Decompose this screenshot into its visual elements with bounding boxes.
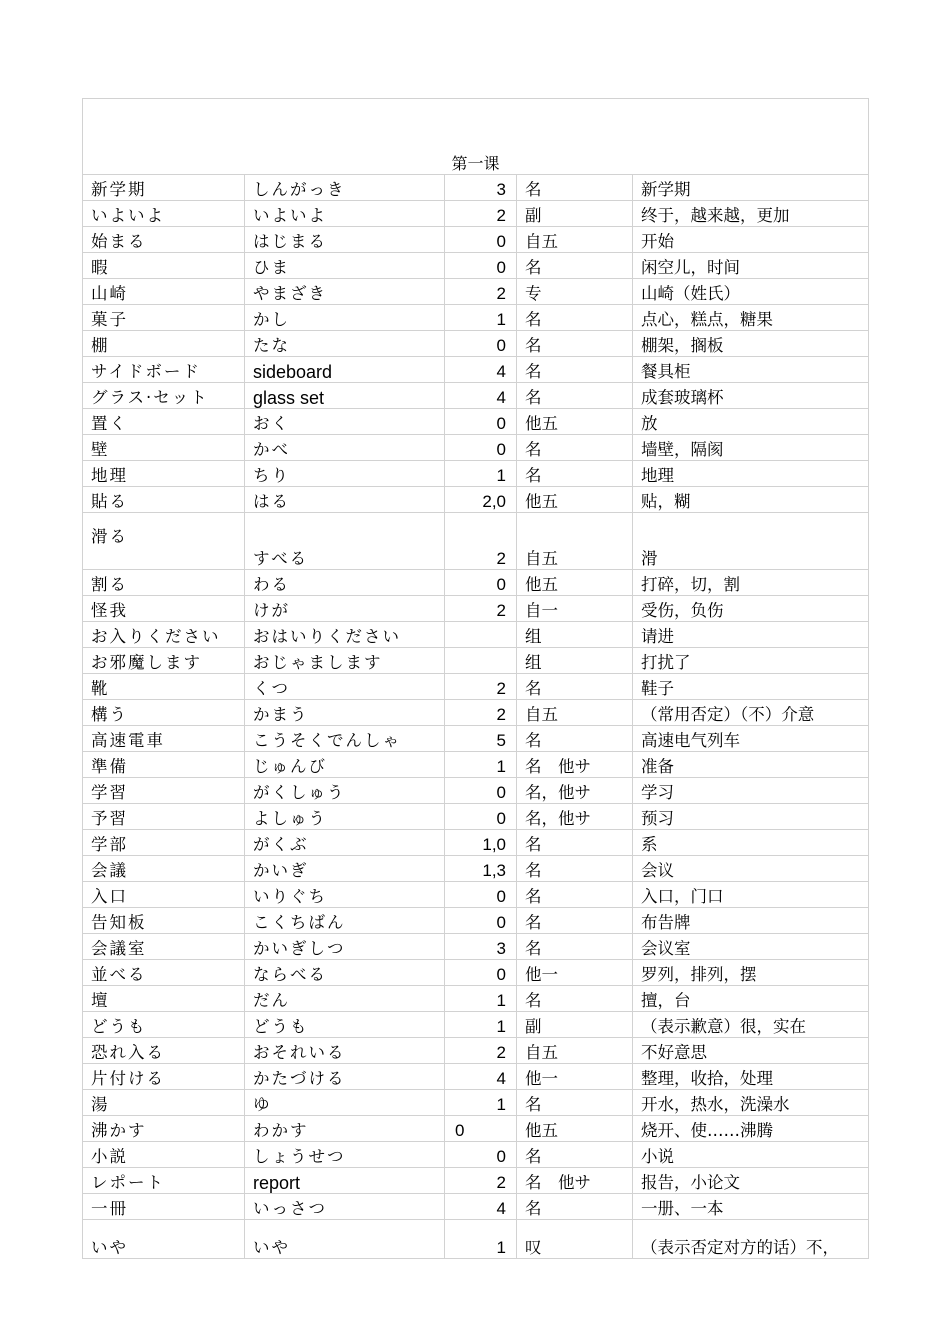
part-of-speech-cell: 名 他サ	[517, 1168, 633, 1194]
part-of-speech-cell: 叹	[517, 1220, 633, 1259]
accent-cell: 1,0	[445, 830, 517, 856]
reading-cell: ちり	[245, 461, 445, 487]
accent-cell: 1	[445, 1012, 517, 1038]
word-cell: 入口	[83, 882, 245, 908]
reading-cell: ゆ	[245, 1090, 445, 1116]
reading-cell: ならべる	[245, 960, 445, 986]
meaning-cell: 终于，越来越，更加	[633, 201, 869, 227]
part-of-speech-cell: 副	[517, 201, 633, 227]
part-of-speech-cell: 组	[517, 648, 633, 674]
reading-cell: はじまる	[245, 227, 445, 253]
meaning-cell: 罗列，排列，摆	[633, 960, 869, 986]
accent-cell: 3	[445, 175, 517, 201]
vocab-row	[83, 1012, 869, 1038]
meaning-cell: 山崎（姓氏）	[633, 279, 869, 305]
vocab-row	[83, 175, 869, 201]
word-cell: 学習	[83, 778, 245, 804]
reading-cell: いよいよ	[245, 201, 445, 227]
meaning-cell: 高速电气列车	[633, 726, 869, 752]
meaning-cell: 入口，门口	[633, 882, 869, 908]
part-of-speech-cell: 名	[517, 461, 633, 487]
word-cell: 告知板	[83, 908, 245, 934]
word-cell: 菓子	[83, 305, 245, 331]
reading-cell: わかす	[245, 1116, 445, 1142]
part-of-speech-cell: 他五	[517, 487, 633, 513]
reading-cell: やまざき	[245, 279, 445, 305]
accent-cell	[445, 648, 517, 674]
part-of-speech-cell: 名	[517, 253, 633, 279]
reading-cell: glass set	[245, 383, 445, 409]
meaning-cell: 放	[633, 409, 869, 435]
word-cell: 小説	[83, 1142, 245, 1168]
reading-cell: いや	[245, 1220, 445, 1259]
meaning-cell: 闲空儿，时间	[633, 253, 869, 279]
part-of-speech-cell: 名	[517, 830, 633, 856]
reading-cell: だん	[245, 986, 445, 1012]
meaning-cell: 开水，热水，洗澡水	[633, 1090, 869, 1116]
accent-cell: 1	[445, 1090, 517, 1116]
part-of-speech-cell: 名	[517, 908, 633, 934]
vocabulary-sheet	[82, 98, 868, 1259]
accent-cell: 1,3	[445, 856, 517, 882]
word-cell: 会議	[83, 856, 245, 882]
reading-cell: おじゃまします	[245, 648, 445, 674]
meaning-cell: 鞋子	[633, 674, 869, 700]
part-of-speech-cell: 名	[517, 383, 633, 409]
word-cell: 学部	[83, 830, 245, 856]
meaning-cell: 擅，台	[633, 986, 869, 1012]
reading-cell: がくしゅう	[245, 778, 445, 804]
word-cell: サイドボード	[83, 357, 245, 383]
meaning-cell: 贴，糊	[633, 487, 869, 513]
reading-cell: sideboard	[245, 357, 445, 383]
vocab-row	[83, 570, 869, 596]
reading-cell: こくちばん	[245, 908, 445, 934]
meaning-cell: 请进	[633, 622, 869, 648]
meaning-cell: 不好意思	[633, 1038, 869, 1064]
accent-cell: 2,0	[445, 487, 517, 513]
word-cell: 壁	[83, 435, 245, 461]
meaning-cell: 准备	[633, 752, 869, 778]
part-of-speech-cell: 名	[517, 882, 633, 908]
word-cell: 構う	[83, 700, 245, 726]
vocab-row	[83, 596, 869, 622]
part-of-speech-cell: 名	[517, 856, 633, 882]
vocab-row	[83, 409, 869, 435]
meaning-cell: 打碎，切，割	[633, 570, 869, 596]
reading-cell: すべる	[245, 513, 445, 570]
part-of-speech-cell: 名	[517, 357, 633, 383]
part-of-speech-cell: 副	[517, 1012, 633, 1038]
vocab-row	[83, 201, 869, 227]
word-cell: 新学期	[83, 175, 245, 201]
part-of-speech-cell: 他五	[517, 1116, 633, 1142]
vocab-row	[83, 908, 869, 934]
vocab-row	[83, 435, 869, 461]
part-of-speech-cell: 名	[517, 305, 633, 331]
word-cell: 暇	[83, 253, 245, 279]
part-of-speech-cell: 他一	[517, 1064, 633, 1090]
accent-cell: 0	[445, 570, 517, 596]
vocab-row	[83, 986, 869, 1012]
accent-cell: 2	[445, 513, 517, 570]
word-cell: 置く	[83, 409, 245, 435]
word-cell: グラス·セット	[83, 383, 245, 409]
meaning-cell: 会议	[633, 856, 869, 882]
word-cell: 会議室	[83, 934, 245, 960]
word-cell: 並べる	[83, 960, 245, 986]
reading-cell: report	[245, 1168, 445, 1194]
title-row	[83, 99, 869, 175]
part-of-speech-cell: 名 他サ	[517, 752, 633, 778]
meaning-cell: 餐具柜	[633, 357, 869, 383]
word-cell: 始まる	[83, 227, 245, 253]
lesson-title: 第一课	[83, 99, 869, 175]
meaning-cell: 墙壁，隔阂	[633, 435, 869, 461]
word-cell: 片付ける	[83, 1064, 245, 1090]
vocab-row	[83, 513, 869, 570]
accent-cell: 4	[445, 1194, 517, 1220]
reading-cell: おく	[245, 409, 445, 435]
vocab-row	[83, 648, 869, 674]
word-cell: 沸かす	[83, 1116, 245, 1142]
reading-cell: どうも	[245, 1012, 445, 1038]
meaning-cell: 整理，收拾，处理	[633, 1064, 869, 1090]
word-cell: いや	[83, 1220, 245, 1259]
word-cell: 山崎	[83, 279, 245, 305]
meaning-cell: 棚架，搁板	[633, 331, 869, 357]
reading-cell: かたづける	[245, 1064, 445, 1090]
word-cell: いよいよ	[83, 201, 245, 227]
word-cell: お入りください	[83, 622, 245, 648]
part-of-speech-cell: 名	[517, 726, 633, 752]
vocab-row	[83, 1090, 869, 1116]
vocab-row	[83, 1220, 869, 1259]
vocab-row	[83, 357, 869, 383]
accent-cell: 3	[445, 934, 517, 960]
meaning-cell: （表示否定对方的话）不，	[633, 1220, 869, 1259]
vocab-row	[83, 331, 869, 357]
accent-cell: 1	[445, 752, 517, 778]
vocab-row	[83, 830, 869, 856]
part-of-speech-cell: 名	[517, 331, 633, 357]
reading-cell: かまう	[245, 700, 445, 726]
word-cell: 一冊	[83, 1194, 245, 1220]
accent-cell: 2	[445, 201, 517, 227]
part-of-speech-cell: 名	[517, 435, 633, 461]
accent-cell: 2	[445, 700, 517, 726]
accent-cell: 2	[445, 596, 517, 622]
meaning-cell: 学习	[633, 778, 869, 804]
vocab-row	[83, 1038, 869, 1064]
meaning-cell: 开始	[633, 227, 869, 253]
accent-cell: 5	[445, 726, 517, 752]
vocab-row	[83, 778, 869, 804]
part-of-speech-cell: 组	[517, 622, 633, 648]
reading-cell: よしゅう	[245, 804, 445, 830]
vocab-row	[83, 674, 869, 700]
meaning-cell: 小说	[633, 1142, 869, 1168]
meaning-cell: 预习	[633, 804, 869, 830]
meaning-cell: （表示歉意）很，实在	[633, 1012, 869, 1038]
vocab-row	[83, 1168, 869, 1194]
vocab-row	[83, 934, 869, 960]
reading-cell: かいぎ	[245, 856, 445, 882]
meaning-cell: 一册、一本	[633, 1194, 869, 1220]
part-of-speech-cell: 名	[517, 175, 633, 201]
accent-cell: 0	[445, 435, 517, 461]
vocab-row	[83, 856, 869, 882]
vocab-row	[83, 461, 869, 487]
meaning-cell: 受伤，负伤	[633, 596, 869, 622]
vocab-row	[83, 752, 869, 778]
reading-cell: かし	[245, 305, 445, 331]
vocab-row	[83, 700, 869, 726]
vocabulary-table	[82, 98, 869, 1259]
word-cell: 予習	[83, 804, 245, 830]
reading-cell: くつ	[245, 674, 445, 700]
part-of-speech-cell: 名	[517, 1194, 633, 1220]
word-cell: どうも	[83, 1012, 245, 1038]
accent-cell: 0	[445, 409, 517, 435]
part-of-speech-cell: 名	[517, 1090, 633, 1116]
vocab-row	[83, 487, 869, 513]
word-cell: お邪魔します	[83, 648, 245, 674]
accent-cell: 0	[445, 227, 517, 253]
accent-cell: 0	[445, 331, 517, 357]
accent-cell: 4	[445, 1064, 517, 1090]
word-cell: 湯	[83, 1090, 245, 1116]
accent-cell	[445, 622, 517, 648]
word-cell: 滑る	[83, 513, 245, 570]
reading-cell: かいぎしつ	[245, 934, 445, 960]
meaning-cell: 打扰了	[633, 648, 869, 674]
word-cell: 高速電車	[83, 726, 245, 752]
vocab-row	[83, 1116, 869, 1142]
part-of-speech-cell: 名，他サ	[517, 804, 633, 830]
reading-cell: がくぶ	[245, 830, 445, 856]
word-cell: 棚	[83, 331, 245, 357]
meaning-cell: 系	[633, 830, 869, 856]
meaning-cell: 点心，糕点，糖果	[633, 305, 869, 331]
vocab-row	[83, 305, 869, 331]
accent-cell: 0	[445, 960, 517, 986]
reading-cell: おそれいる	[245, 1038, 445, 1064]
accent-cell: 4	[445, 383, 517, 409]
reading-cell: しょうせつ	[245, 1142, 445, 1168]
vocab-row	[83, 383, 869, 409]
vocab-row	[83, 253, 869, 279]
accent-cell: 2	[445, 279, 517, 305]
meaning-cell: 布告牌	[633, 908, 869, 934]
vocab-row	[83, 882, 869, 908]
vocab-row	[83, 1142, 869, 1168]
vocab-row	[83, 622, 869, 648]
meaning-cell: 成套玻璃杯	[633, 383, 869, 409]
part-of-speech-cell: 名，他サ	[517, 778, 633, 804]
meaning-cell: 滑	[633, 513, 869, 570]
part-of-speech-cell: 自五	[517, 700, 633, 726]
reading-cell: たな	[245, 331, 445, 357]
meaning-cell: （常用否定）（不）介意	[633, 700, 869, 726]
reading-cell: いりぐち	[245, 882, 445, 908]
accent-cell: 2	[445, 1038, 517, 1064]
meaning-cell: 新学期	[633, 175, 869, 201]
part-of-speech-cell: 他五	[517, 570, 633, 596]
vocab-row	[83, 279, 869, 305]
word-cell: 割る	[83, 570, 245, 596]
accent-cell: 0	[445, 882, 517, 908]
accent-cell: 1	[445, 305, 517, 331]
word-cell: レポート	[83, 1168, 245, 1194]
part-of-speech-cell: 名	[517, 1142, 633, 1168]
part-of-speech-cell: 名	[517, 934, 633, 960]
meaning-cell: 烧开、使……沸腾	[633, 1116, 869, 1142]
reading-cell: いっさつ	[245, 1194, 445, 1220]
word-cell: 貼る	[83, 487, 245, 513]
reading-cell: ひま	[245, 253, 445, 279]
reading-cell: しんがっき	[245, 175, 445, 201]
reading-cell: こうそくでんしゃ	[245, 726, 445, 752]
reading-cell: わる	[245, 570, 445, 596]
accent-cell: 4	[445, 357, 517, 383]
vocab-row	[83, 1064, 869, 1090]
part-of-speech-cell: 自五	[517, 513, 633, 570]
part-of-speech-cell: 他五	[517, 409, 633, 435]
accent-cell: 0	[445, 253, 517, 279]
accent-cell: 1	[445, 986, 517, 1012]
part-of-speech-cell: 名	[517, 674, 633, 700]
vocab-row	[83, 1194, 869, 1220]
reading-cell: はる	[245, 487, 445, 513]
part-of-speech-cell: 自一	[517, 596, 633, 622]
meaning-cell: 报告，小论文	[633, 1168, 869, 1194]
word-cell: 準備	[83, 752, 245, 778]
accent-cell: 2	[445, 1168, 517, 1194]
accent-cell: 1	[445, 1220, 517, 1259]
word-cell: 恐れ入る	[83, 1038, 245, 1064]
word-cell: 地理	[83, 461, 245, 487]
part-of-speech-cell: 专	[517, 279, 633, 305]
accent-cell: 0	[445, 1116, 517, 1142]
reading-cell: けが	[245, 596, 445, 622]
part-of-speech-cell: 自五	[517, 227, 633, 253]
reading-cell: おはいりください	[245, 622, 445, 648]
word-cell: 靴	[83, 674, 245, 700]
accent-cell: 1	[445, 461, 517, 487]
accent-cell: 0	[445, 908, 517, 934]
vocab-row	[83, 227, 869, 253]
vocab-row	[83, 960, 869, 986]
accent-cell: 0	[445, 778, 517, 804]
vocab-row	[83, 804, 869, 830]
part-of-speech-cell: 他一	[517, 960, 633, 986]
accent-cell: 0	[445, 804, 517, 830]
meaning-cell: 会议室	[633, 934, 869, 960]
part-of-speech-cell: 名	[517, 986, 633, 1012]
reading-cell: じゅんび	[245, 752, 445, 778]
word-cell: 怪我	[83, 596, 245, 622]
accent-cell: 2	[445, 674, 517, 700]
accent-cell: 0	[445, 1142, 517, 1168]
reading-cell: かべ	[245, 435, 445, 461]
vocab-row	[83, 726, 869, 752]
meaning-cell: 地理	[633, 461, 869, 487]
word-cell: 壇	[83, 986, 245, 1012]
part-of-speech-cell: 自五	[517, 1038, 633, 1064]
